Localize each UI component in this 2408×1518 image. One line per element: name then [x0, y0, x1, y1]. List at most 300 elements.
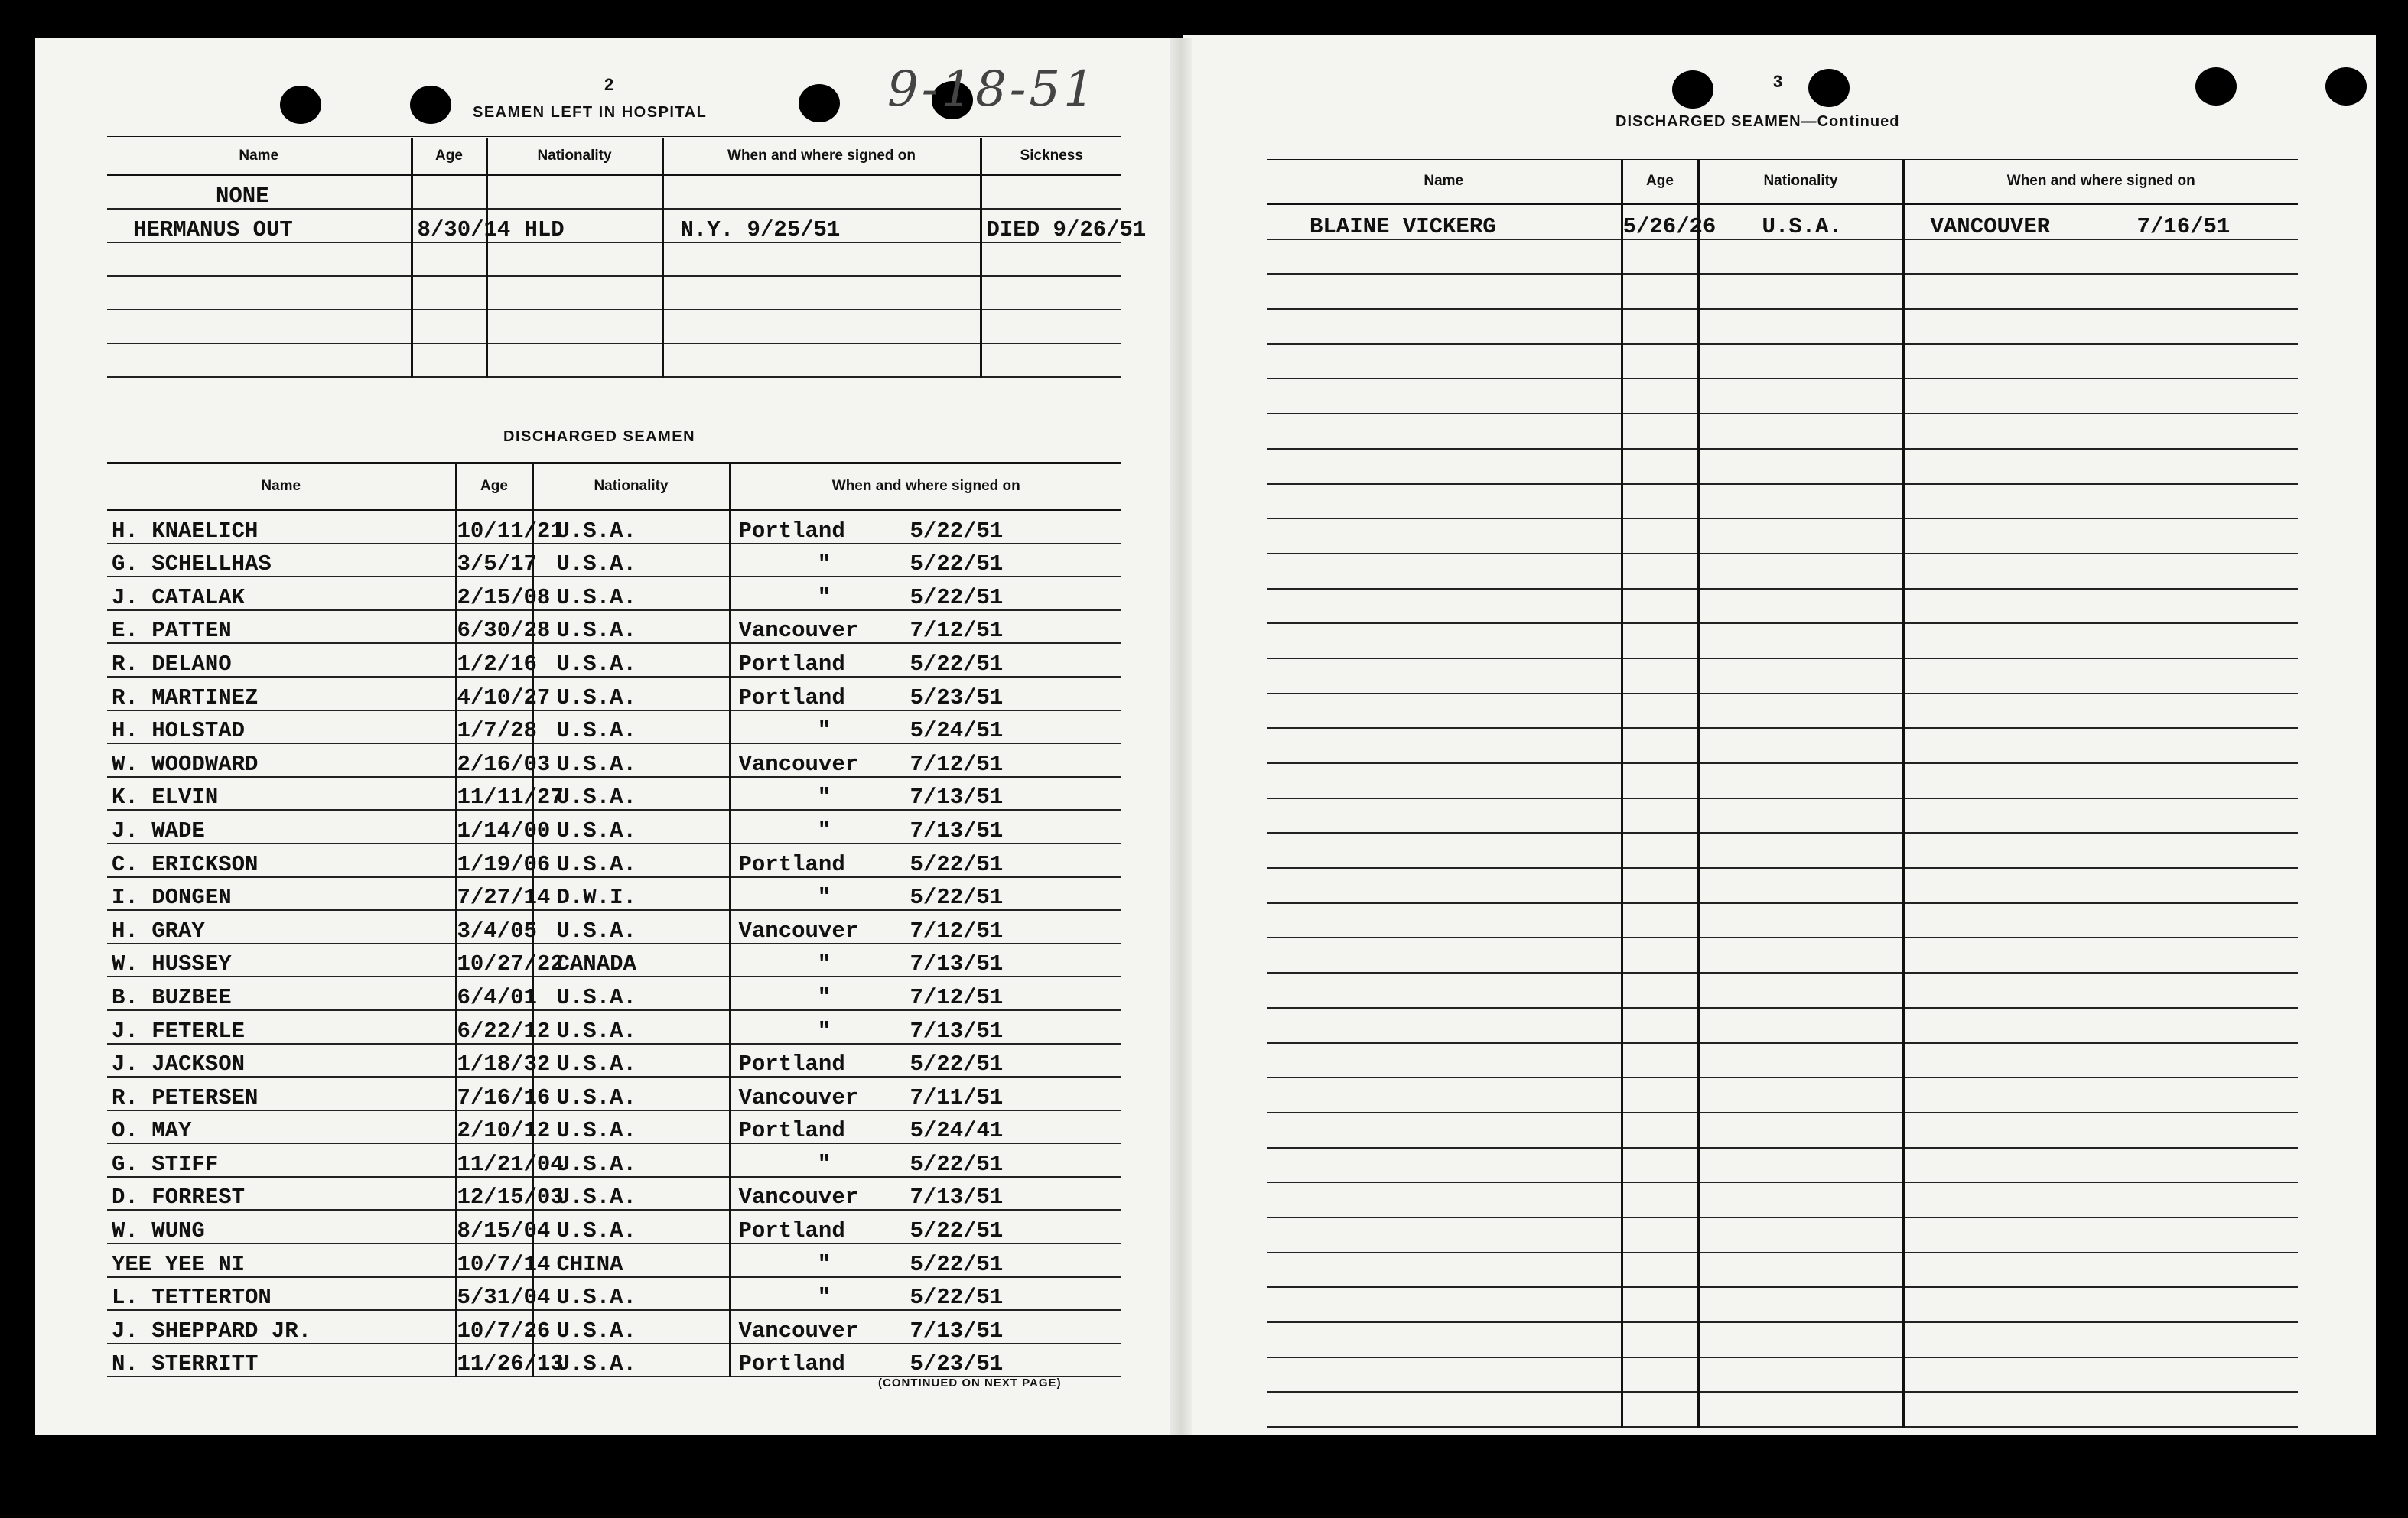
table-cell: 2/15/08: [456, 577, 532, 610]
table-cell: [662, 310, 981, 343]
table-cell: N.Y. 9/25/51: [662, 209, 981, 242]
table-cell: 1/19/06: [456, 844, 532, 877]
table-cell: 7/27/14: [456, 877, 532, 911]
cell-text: 7/16/51: [2136, 213, 2231, 239]
table-row: [107, 276, 1121, 310]
table-cell: [1267, 868, 1622, 903]
table-row: [1267, 798, 2298, 834]
table-row: [107, 810, 1121, 844]
table-cell: 7/16/16: [456, 1077, 532, 1110]
cell-text: 5/24/51: [910, 718, 1004, 744]
table-row: [1267, 309, 2298, 344]
table-cell: [730, 810, 1121, 844]
table-cell: [1267, 1148, 1622, 1183]
table-cell: R. DELANO: [107, 643, 456, 677]
table-cell: [1698, 239, 1903, 275]
table-cell: [1622, 1182, 1698, 1217]
table-cell: [1622, 484, 1698, 519]
table-row: [1267, 449, 2298, 484]
table-cell: 5/31/04: [456, 1277, 532, 1311]
table-cell: [412, 310, 486, 343]
discharged-table: [107, 462, 1121, 1377]
table-cell: [1698, 1217, 1903, 1253]
table-cell: [1698, 1182, 1903, 1217]
table-cell: [1698, 1392, 1903, 1427]
table-row: [1267, 1078, 2298, 1113]
cell-text: 7/12/51: [910, 918, 1004, 944]
cell-text: 5/23/51: [910, 1351, 1004, 1377]
table-cell: [1698, 903, 1903, 938]
table-cell: C. ERICKSON: [107, 844, 456, 877]
cell-text: 7/13/51: [910, 1018, 1004, 1044]
table-row: [1267, 1253, 2298, 1288]
cell-text: 5/22/51: [910, 518, 1004, 544]
table-cell: [1267, 484, 1622, 519]
cell-text: ": [817, 1151, 831, 1177]
table-cell: BLAINE VICKERG: [1267, 204, 1622, 239]
table-cell: [1622, 379, 1698, 414]
table-cell: U.S.A.: [532, 610, 730, 644]
cell-text: 5/22/51: [910, 551, 1004, 577]
table-cell: 10/27/22: [456, 944, 532, 977]
table-row: [1267, 1357, 2298, 1393]
cell-text: ": [817, 718, 831, 744]
table-cell: [1903, 204, 2298, 239]
table-cell: [1267, 239, 1622, 275]
table-cell: [1698, 344, 1903, 379]
table-cell: U.S.A.: [532, 1344, 730, 1377]
column-header: Sickness: [981, 138, 1121, 175]
table-cell: [730, 977, 1121, 1010]
table-cell: [1698, 484, 1903, 519]
table-row: [1267, 379, 2298, 414]
table-row: [1267, 1322, 2298, 1357]
cell-text: Portland: [738, 1218, 845, 1244]
table-cell: U.S.A.: [532, 1010, 730, 1044]
table-cell: [486, 276, 662, 310]
table-cell: CHINA: [532, 1243, 730, 1277]
table-cell: [1622, 309, 1698, 344]
table-cell: 8/30/14: [412, 209, 486, 242]
discharged-header-row: [107, 463, 1121, 510]
table-cell: [1267, 1078, 1622, 1113]
table-cell: [107, 242, 412, 276]
table-cell: H. HOLSTAD: [107, 710, 456, 744]
table-cell: [1698, 1043, 1903, 1078]
handwritten-date: 9-18-51: [887, 61, 1098, 118]
table-cell: NONE: [107, 175, 412, 210]
cell-text: ": [817, 785, 831, 811]
table-cell: [1622, 449, 1698, 484]
table-cell: [1622, 623, 1698, 658]
table-row: [1267, 484, 2298, 519]
cell-text: ": [817, 1285, 831, 1311]
table-row: [107, 577, 1121, 610]
table-row: [1267, 554, 2298, 589]
table-cell: [1267, 763, 1622, 798]
table-cell: [1698, 1008, 1903, 1043]
cell-text: Vancouver: [738, 1185, 859, 1211]
table-cell: [1267, 344, 1622, 379]
table-cell: [1622, 518, 1698, 554]
table-cell: [1903, 1182, 2298, 1217]
continued-table: [1267, 158, 2298, 1428]
table-cell: U.S.A.: [532, 1177, 730, 1211]
table-cell: [1622, 973, 1698, 1008]
table-cell: [412, 242, 486, 276]
table-row: [107, 1344, 1121, 1377]
table-cell: [1267, 589, 1622, 624]
table-row: [1267, 239, 2298, 275]
continued-note: (CONTINUED ON NEXT PAGE): [878, 1377, 1062, 1390]
table-cell: [1622, 938, 1698, 973]
table-row: [1267, 274, 2298, 309]
table-row: [107, 343, 1121, 377]
table-row: [107, 1077, 1121, 1110]
column-header: Nationality: [532, 463, 730, 510]
cell-text: ": [817, 818, 831, 844]
table-row: [1267, 658, 2298, 694]
section-title-hospital: SEAMEN LEFT IN HOSPITAL: [473, 104, 708, 121]
table-cell: [981, 343, 1121, 377]
table-cell: [1698, 833, 1903, 868]
column-header: Age: [1622, 159, 1698, 204]
table-cell: [1903, 274, 2298, 309]
table-cell: [1698, 379, 1903, 414]
table-cell: [1903, 868, 2298, 903]
table-cell: 11/26/13: [456, 1344, 532, 1377]
table-cell: YEE YEE NI: [107, 1243, 456, 1277]
table-cell: 3/4/05: [456, 910, 532, 944]
table-cell: [730, 1344, 1121, 1377]
table-cell: [730, 1210, 1121, 1243]
table-cell: [1622, 728, 1698, 763]
table-cell: [1267, 694, 1622, 729]
table-cell: 1/14/00: [456, 810, 532, 844]
table-cell: [1903, 344, 2298, 379]
table-cell: [1622, 1392, 1698, 1427]
table-cell: H. KNAELICH: [107, 510, 456, 544]
punch-hole: [2195, 67, 2237, 106]
table-cell: G. STIFF: [107, 1143, 456, 1177]
table-row: [107, 175, 1121, 210]
table-row: [1267, 763, 2298, 798]
table-cell: [730, 743, 1121, 777]
table-cell: [1903, 589, 2298, 624]
table-cell: [1903, 623, 2298, 658]
table-cell: [1903, 484, 2298, 519]
continued-header-row: [1267, 159, 2298, 204]
punch-hole: [1808, 69, 1850, 107]
table-cell: O. MAY: [107, 1110, 456, 1144]
table-cell: H. GRAY: [107, 910, 456, 944]
column-header: When and where signed on: [1903, 159, 2298, 204]
table-cell: [1267, 1217, 1622, 1253]
table-cell: 6/30/28: [456, 610, 532, 644]
table-row: [107, 544, 1121, 577]
column-header: When and where signed on: [730, 463, 1121, 510]
table-cell: [1903, 1148, 2298, 1183]
table-cell: [1267, 798, 1622, 834]
table-cell: [1903, 1217, 2298, 1253]
table-cell: [1903, 1253, 2298, 1288]
table-cell: [1267, 903, 1622, 938]
table-cell: [1698, 694, 1903, 729]
table-cell: [1903, 554, 2298, 589]
cell-text: 7/13/51: [910, 785, 1004, 811]
table-cell: D. FORREST: [107, 1177, 456, 1211]
cell-text: 5/22/51: [910, 851, 1004, 877]
cell-text: ": [817, 584, 831, 610]
table-row: [1267, 1113, 2298, 1148]
table-cell: [486, 242, 662, 276]
table-cell: [1622, 1217, 1698, 1253]
cell-text: ": [817, 885, 831, 911]
table-row: [1267, 728, 2298, 763]
cell-text: Portland: [738, 851, 845, 877]
table-cell: J. SHEPPARD JR.: [107, 1310, 456, 1344]
table-cell: [1903, 518, 2298, 554]
cell-text: ": [817, 551, 831, 577]
table-cell: U.S.A.: [532, 643, 730, 677]
table-cell: G. SCHELLHAS: [107, 544, 456, 577]
table-cell: [1903, 973, 2298, 1008]
table-cell: [1698, 309, 1903, 344]
table-cell: [486, 175, 662, 210]
table-cell: [730, 1110, 1121, 1144]
table-cell: [1622, 1357, 1698, 1393]
table-cell: U.S.A.: [532, 1077, 730, 1110]
table-cell: [730, 1010, 1121, 1044]
table-cell: U.S.A.: [532, 910, 730, 944]
table-cell: [1698, 868, 1903, 903]
table-cell: [1622, 1322, 1698, 1357]
table-cell: J. WADE: [107, 810, 456, 844]
table-cell: [1903, 1357, 2298, 1393]
table-cell: [1622, 1043, 1698, 1078]
column-header: Nationality: [486, 138, 662, 175]
table-cell: [107, 276, 412, 310]
column-header: Age: [412, 138, 486, 175]
table-row: [1267, 1182, 2298, 1217]
page-fold: [1170, 38, 1192, 1435]
table-row: [1267, 518, 2298, 554]
table-cell: [1903, 728, 2298, 763]
table-cell: 10/11/21: [456, 510, 532, 544]
table-cell: U.S.A.: [532, 844, 730, 877]
table-cell: [1903, 1322, 2298, 1357]
table-cell: [1903, 763, 2298, 798]
table-cell: [730, 1044, 1121, 1078]
table-cell: [1267, 449, 1622, 484]
table-cell: [1267, 274, 1622, 309]
table-row: [107, 610, 1121, 644]
table-cell: [1903, 903, 2298, 938]
table-cell: 12/15/03: [456, 1177, 532, 1211]
table-cell: [662, 175, 981, 210]
table-cell: [1267, 938, 1622, 973]
table-cell: [730, 777, 1121, 811]
cell-text: ": [817, 1018, 831, 1044]
table-cell: [730, 944, 1121, 977]
column-header: Nationality: [1698, 159, 1903, 204]
table-cell: J. CATALAK: [107, 577, 456, 610]
table-cell: I. DONGEN: [107, 877, 456, 911]
table-cell: [1698, 938, 1903, 973]
table-cell: U.S.A.: [1698, 204, 1903, 239]
table-cell: [730, 1277, 1121, 1311]
table-cell: [1698, 728, 1903, 763]
table-cell: L. TETTERTON: [107, 1277, 456, 1311]
table-cell: W. WUNG: [107, 1210, 456, 1243]
column-header: Age: [456, 463, 532, 510]
table-row: [1267, 344, 2298, 379]
table-cell: [730, 877, 1121, 911]
table-cell: 1/18/32: [456, 1044, 532, 1078]
cell-text: 7/13/51: [910, 1185, 1004, 1211]
table-row: [1267, 414, 2298, 449]
table-cell: J. JACKSON: [107, 1044, 456, 1078]
hospital-header-row: [107, 138, 1121, 175]
table-cell: [662, 242, 981, 276]
table-cell: 3/5/17: [456, 544, 532, 577]
table-cell: [1903, 798, 2298, 834]
table-cell: [1267, 554, 1622, 589]
table-cell: [1267, 1357, 1622, 1393]
table-cell: [1622, 344, 1698, 379]
table-row: [107, 1277, 1121, 1311]
table-cell: [486, 310, 662, 343]
table-cell: 4/10/27: [456, 677, 532, 710]
cell-text: 7/13/51: [910, 1318, 1004, 1344]
table-cell: [730, 544, 1121, 577]
table-cell: [1698, 1148, 1903, 1183]
table-cell: U.S.A.: [532, 1110, 730, 1144]
cell-text: 7/12/51: [910, 618, 1004, 644]
cell-text: 5/23/51: [910, 684, 1004, 710]
table-cell: [1698, 1357, 1903, 1393]
table-cell: [1903, 1113, 2298, 1148]
table-row: [107, 677, 1121, 710]
table-cell: [1698, 554, 1903, 589]
table-cell: [1267, 1113, 1622, 1148]
cell-text: Portland: [738, 518, 845, 544]
table-cell: [1622, 658, 1698, 694]
table-cell: J. FETERLE: [107, 1010, 456, 1044]
punch-hole: [410, 86, 451, 124]
cell-text: Portland: [738, 1351, 845, 1377]
table-cell: R. PETERSEN: [107, 1077, 456, 1110]
section-title-continued: DISCHARGED SEAMEN—Continued: [1616, 113, 1900, 130]
table-cell: [1622, 239, 1698, 275]
cell-text: Vancouver: [738, 751, 859, 777]
table-cell: [730, 577, 1121, 610]
cell-text: 5/22/51: [910, 1151, 1004, 1177]
table-cell: [1622, 1253, 1698, 1288]
table-cell: [981, 310, 1121, 343]
table-cell: [1903, 1008, 2298, 1043]
table-cell: D.W.I.: [532, 877, 730, 911]
hospital-table: [107, 136, 1147, 378]
cell-text: 5/22/51: [910, 1251, 1004, 1277]
table-cell: [1903, 1078, 2298, 1113]
table-cell: [730, 1177, 1121, 1211]
table-cell: [1622, 1287, 1698, 1322]
table-cell: U.S.A.: [532, 1143, 730, 1177]
table-cell: 8/15/04: [456, 1210, 532, 1243]
table-cell: [1267, 518, 1622, 554]
table-cell: [1267, 1008, 1622, 1043]
table-cell: [1903, 309, 2298, 344]
table-cell: [412, 343, 486, 377]
table-cell: [1622, 868, 1698, 903]
cell-text: 5/24/41: [910, 1118, 1004, 1144]
cell-text: 5/22/51: [910, 584, 1004, 610]
table-cell: [1622, 1113, 1698, 1148]
table-row: [107, 1243, 1121, 1277]
table-cell: [730, 1243, 1121, 1277]
table-cell: [1903, 449, 2298, 484]
cell-text: 7/12/51: [910, 984, 1004, 1010]
table-row: [107, 242, 1121, 276]
table-cell: U.S.A.: [532, 510, 730, 544]
table-cell: [1903, 239, 2298, 275]
table-cell: [730, 510, 1121, 544]
cell-text: Portland: [738, 684, 845, 710]
punch-hole: [1672, 70, 1713, 109]
table-row: [107, 1110, 1121, 1144]
cell-text: Vancouver: [738, 918, 859, 944]
table-row: [107, 977, 1121, 1010]
table-row: [1267, 589, 2298, 624]
table-cell: U.S.A.: [532, 544, 730, 577]
table-cell: 5/26/26: [1622, 204, 1698, 239]
table-cell: [1698, 1253, 1903, 1288]
cell-text: Vancouver: [738, 1318, 859, 1344]
table-cell: [730, 677, 1121, 710]
table-cell: [1903, 414, 2298, 449]
table-cell: U.S.A.: [532, 743, 730, 777]
table-cell: [662, 343, 981, 377]
table-cell: U.S.A.: [532, 1210, 730, 1243]
column-header: Name: [1267, 159, 1622, 204]
cell-text: 5/22/51: [910, 1285, 1004, 1311]
table-cell: [1903, 1287, 2298, 1322]
table-cell: [1267, 623, 1622, 658]
table-cell: [1698, 518, 1903, 554]
table-cell: [1267, 658, 1622, 694]
table-cell: [412, 175, 486, 210]
cell-text: ": [817, 984, 831, 1010]
cell-text: 7/12/51: [910, 751, 1004, 777]
table-cell: [1698, 1287, 1903, 1322]
table-cell: [730, 1077, 1121, 1110]
table-cell: [107, 310, 412, 343]
table-row: [1267, 1217, 2298, 1253]
cell-text: ": [817, 1251, 831, 1277]
table-cell: [1903, 938, 2298, 973]
table-row: [1267, 204, 2298, 239]
table-cell: U.S.A.: [532, 710, 730, 744]
table-row: [107, 310, 1121, 343]
table-cell: [1622, 694, 1698, 729]
table-cell: [1698, 449, 1903, 484]
table-cell: [1267, 1043, 1622, 1078]
section-title-discharged: DISCHARGED SEAMEN: [503, 428, 696, 445]
cell-text: 5/22/51: [910, 1218, 1004, 1244]
table-cell: 1/7/28: [456, 710, 532, 744]
table-cell: [1267, 414, 1622, 449]
